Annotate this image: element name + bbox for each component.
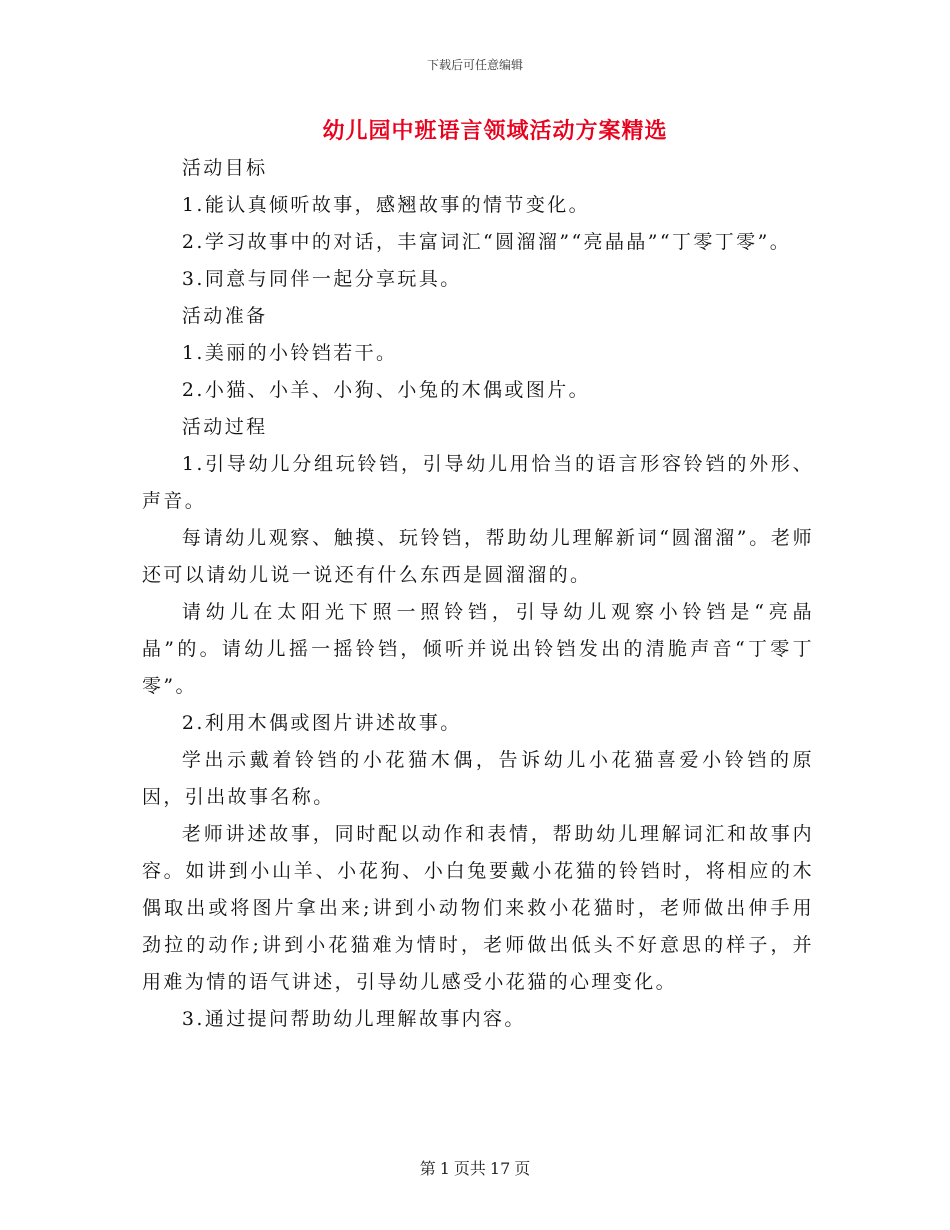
paragraph-preparation-heading: 活动准备 — [181, 305, 268, 327]
paragraph-process-1-detail-b: 请幼儿在太阳光下照一照铃铛，引导幼儿观察小铃铛是“亮晶晶”的。请幼儿摇一摇铃铛，倾听并说出铃铛发出的清脆声音“丁零丁零”。 — [142, 601, 814, 697]
paragraph-process-2-detail-b: 老师讲述故事，同时配以动作和表情，帮助幼儿理解词汇和故事内容。如讲到小山羊、小花狗、小白兔要戴小花猫的铃铛时，将相应的木偶取出或将图片拿出来;讲到小动物们来救小花猫时，老师做出伸手用劲拉的动作;讲到小花猫难为情时，老师做出低头不好意思的样子，并用难为情的语气讲述，引导幼儿感受小花猫的心理变化。 — [142, 823, 814, 993]
paragraph-preparation-1: 1.美丽的小铃铛若干。 — [181, 342, 398, 364]
paragraph-goal-1: 1.能认真倾听故事，感翘故事的情节变化。 — [181, 194, 591, 216]
document-body — [142, 150, 814, 1038]
footer-suffix: 页 — [514, 1159, 531, 1178]
paragraph-preparation-2: 2.小猫、小羊、小狗、小兔的木偶或图片。 — [181, 379, 591, 401]
paragraph-goal-3: 3.同意与同伴一起分享玩具。 — [181, 268, 462, 290]
footer-prefix: 第 — [419, 1159, 436, 1178]
paragraph-process-3: 3.通过提问帮助幼儿理解故事内容。 — [181, 1008, 526, 1030]
paragraph-process-2: 2.利用木偶或图片讲述故事。 — [181, 712, 462, 734]
paragraph-process-1-detail-a: 每请幼儿观察、触摸、玩铃铛，帮助幼儿理解新词“圆溜溜”。老师还可以请幼儿说一说还有什么东西是圆溜溜的。 — [142, 527, 814, 586]
footer-total-pages: 17 — [489, 1159, 511, 1178]
paragraph-goal-2: 2.学习故事中的对话，丰富词汇“圆溜溜”“亮晶晶”“丁零丁零”。 — [181, 231, 792, 253]
paragraph-activity-goals-heading: 活动目标 — [181, 157, 268, 179]
paragraph-process-2-detail-a: 学出示戴着铃铛的小花猫木偶，告诉幼儿小花猫喜爱小铃铛的原因，引出故事名称。 — [142, 749, 814, 808]
paragraph-process-1: 1.引导幼儿分组玩铃铛，引导幼儿用恰当的语言形容铃铛的外形、声音。 — [142, 453, 814, 512]
header-note: 下载后可任意编辑 — [426, 58, 523, 72]
footer-middle: 页共 — [453, 1159, 486, 1178]
footer-current-page: 1 — [439, 1159, 450, 1178]
page-footer — [0, 1156, 950, 1179]
document-title: 幼儿园中班语言领域活动方案精选 — [322, 118, 668, 144]
paragraph-process-heading: 活动过程 — [181, 416, 268, 438]
